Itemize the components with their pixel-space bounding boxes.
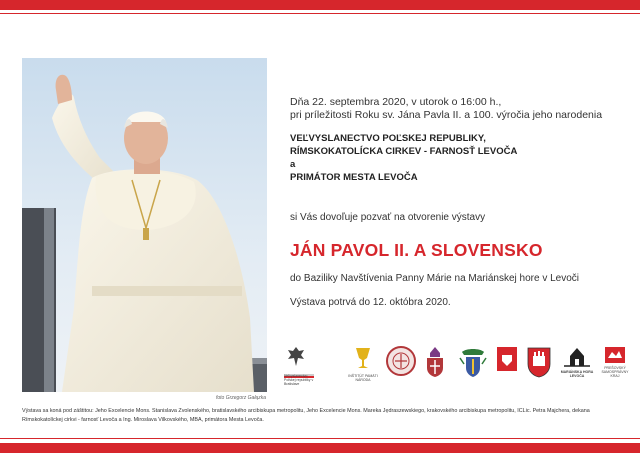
bishop-coat-logo bbox=[456, 346, 492, 385]
institute-label: INŠTITÚT PAMÄTI NÁRODA bbox=[348, 374, 378, 382]
organizer-mayor: PRIMÁTOR MESTA LEVOČA bbox=[290, 172, 418, 183]
parish-label: MARIÁNSKA HORA LEVOČA bbox=[560, 370, 594, 378]
organizer-conjunction: a bbox=[290, 159, 296, 170]
photo-credit: foto Grzegorz Gałązka bbox=[215, 395, 266, 401]
eagle-icon bbox=[286, 346, 306, 368]
university-seal-logo bbox=[386, 346, 418, 381]
region-emblem-icon bbox=[604, 346, 626, 364]
date-line-2: pri príležitosti Roku sv. Jána Pavla II. a 100. výročia jeho narodenia bbox=[290, 109, 603, 121]
bottom-red-line bbox=[0, 438, 640, 439]
invitation-text bbox=[290, 96, 630, 308]
organizer-church: RÍMSKOKATOLÍCKA CIRKEV - FARNOSŤ LEVOČA bbox=[290, 146, 518, 157]
red-emblem-icon bbox=[496, 346, 518, 372]
levoca-coat-logo bbox=[526, 346, 554, 383]
galero-coat-icon bbox=[456, 346, 490, 380]
bottom-red-band bbox=[0, 443, 640, 453]
polish-embassy-label: Veľvyslanectvo Poľskej republiky v Bratislave bbox=[284, 374, 314, 386]
chalice-icon bbox=[354, 346, 372, 370]
mitre-coat-icon bbox=[422, 346, 448, 378]
church-icon bbox=[562, 346, 592, 368]
pope-photo-illustration bbox=[22, 58, 267, 392]
regional-logo bbox=[600, 346, 630, 378]
exhibition-title: JÁN PAVOL II. A SLOVENSKO bbox=[290, 240, 543, 260]
institute-logo bbox=[346, 346, 380, 382]
organizer-embassy: VEĽVYSLANECTVO POĽSKEJ REPUBLIKY, bbox=[290, 133, 486, 144]
top-red-band bbox=[0, 0, 640, 10]
portrait-photo bbox=[22, 58, 267, 392]
city-coat-icon bbox=[526, 346, 552, 378]
seal-icon bbox=[386, 346, 416, 376]
polish-embassy-logo bbox=[284, 346, 318, 386]
patronage-footnote: Výstava sa koná pod záštitou: Jeho Excelencie Mons. Stanislava Zvolenského, bratislavského arcibiskupa metropolitu, Jeho Excelencie Mons. Mareka Jędraszewskiego, krakovského arcibiskupa metropolitu, ICLic. Petra Majchera, dekana Rímskokatolíckej cirkvi - farnosť Levoča a Ing. Miroslava Vilkovského, MBA, primátora Mesta Levoča. bbox=[22, 408, 590, 423]
date-line-1: Dňa 22. septembra 2020, v utorok o 16:00 h., bbox=[290, 96, 502, 108]
duration-text: Výstava potrvá do 12. októbra 2020. bbox=[290, 297, 451, 308]
parish-logo bbox=[560, 346, 594, 378]
organizers-block bbox=[290, 132, 517, 184]
regional-label: PREŠOVSKÝ SAMOSPRÁVNY KRAJ bbox=[601, 366, 629, 378]
top-red-line bbox=[0, 13, 640, 14]
invite-text: si Vás dovoľuje pozvať na otvorenie výstavy bbox=[290, 212, 486, 223]
partner-logos bbox=[284, 346, 634, 386]
venue-text: do Baziliky Navštívenia Panny Márie na Mariánskej hore v Levoči bbox=[290, 273, 580, 284]
red-emblem-logo bbox=[496, 346, 520, 377]
archdiocese-coat-logo bbox=[422, 346, 450, 383]
